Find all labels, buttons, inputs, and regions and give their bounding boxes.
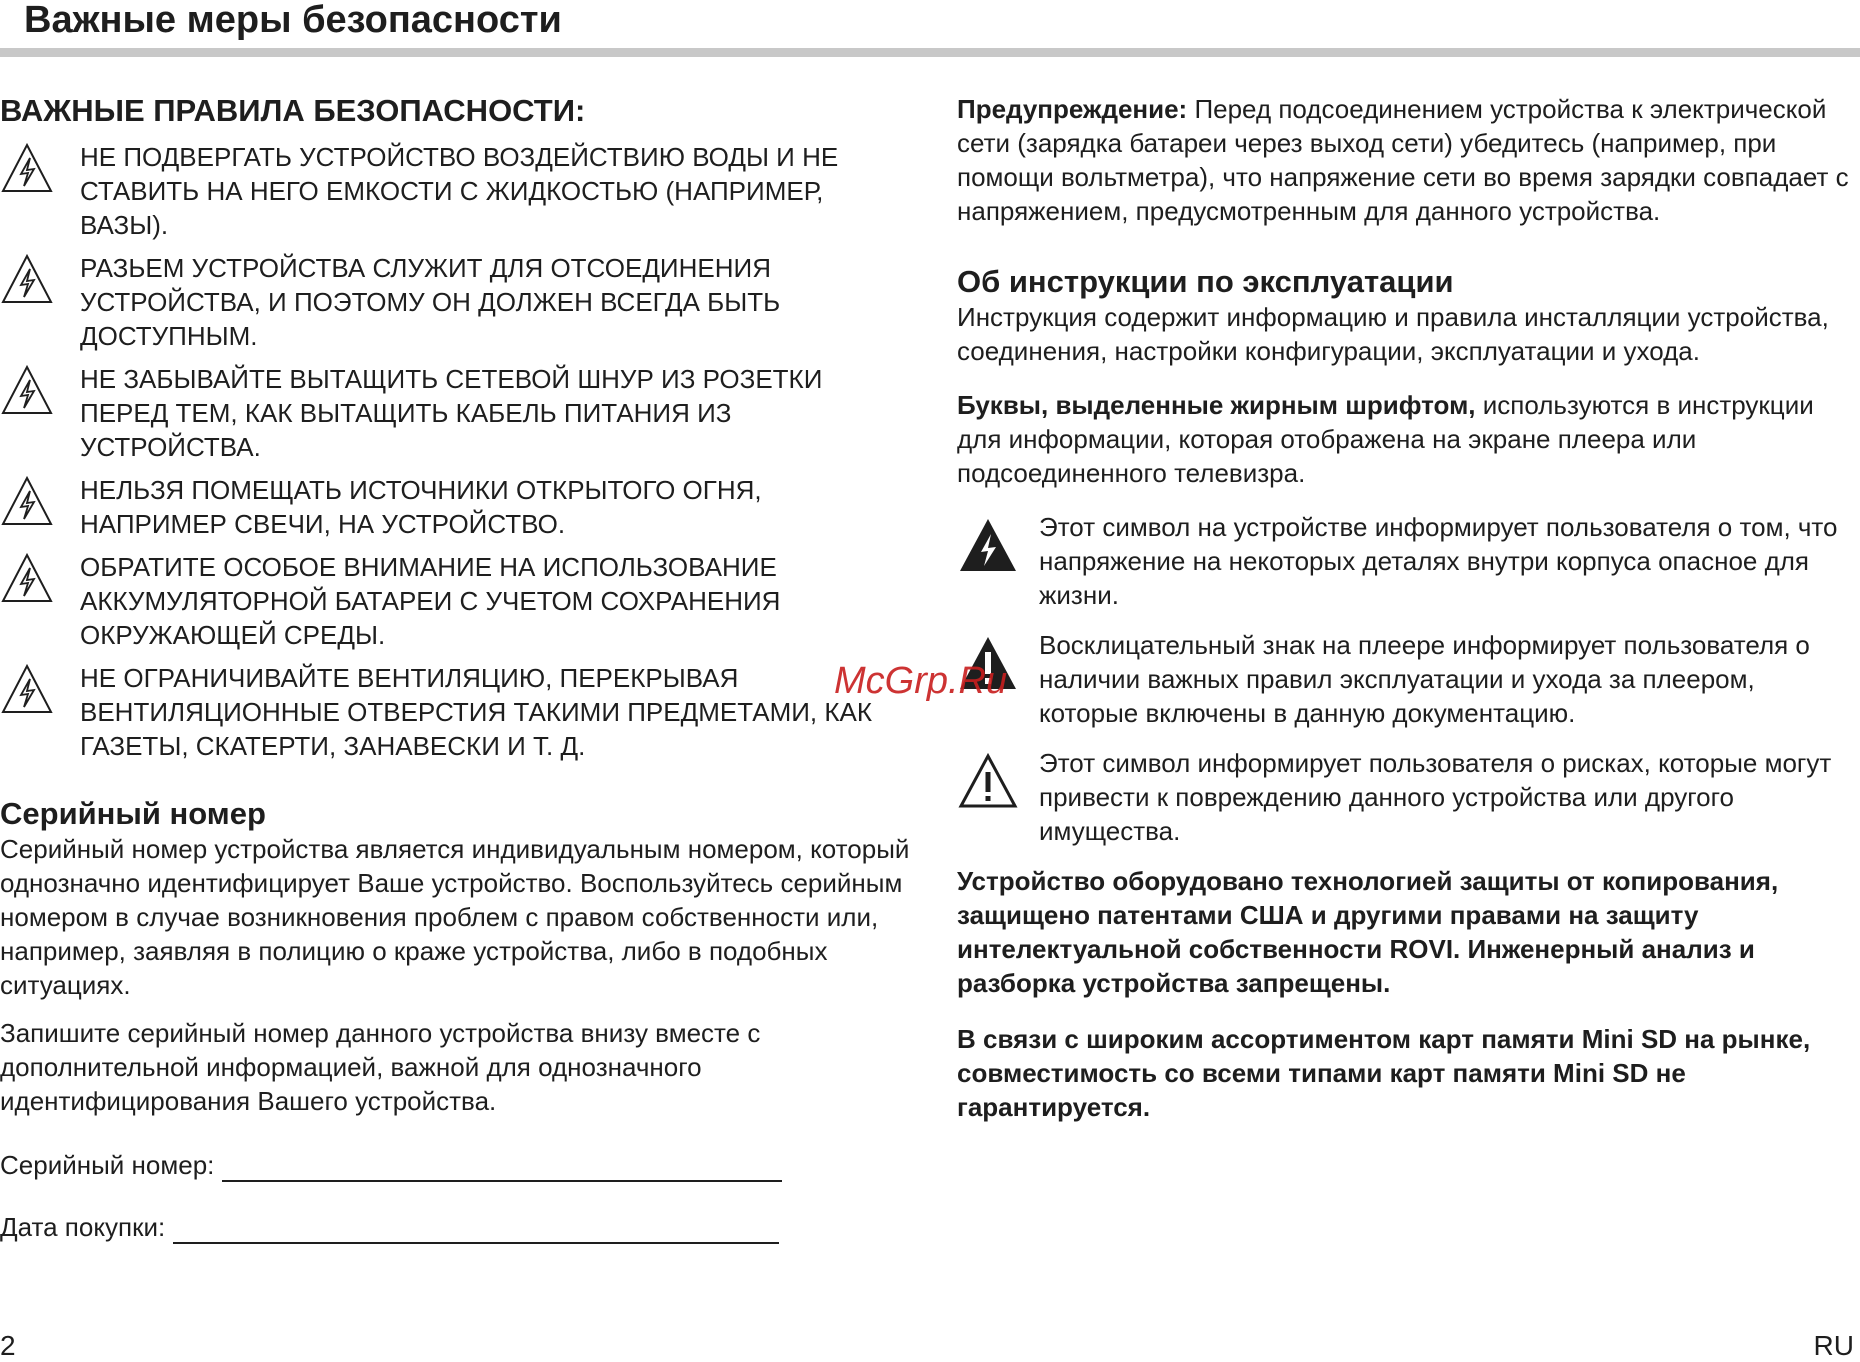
page-number: 2: [0, 1330, 16, 1361]
symbol-item: [957, 510, 1857, 612]
warning-text: РАЗЬЕМ УСТРОЙСТВА СЛУЖИТ ДЛЯ ОТСОЕДИНЕНИЯ УСТРОЙСТВА, И ПОЭТОМУ ОН ДОЛЖЕН ВСЕГДА БЫТЬ ДОСТУПНЫМ.: [80, 253, 781, 351]
manual-paragraph: Инструкция содержит информацию и правила инсталляции устройства, соединения, настройки конфигурации, эксплуатации и ухода.: [957, 302, 1829, 366]
lightning-triangle-icon: [0, 253, 54, 305]
warning-text: НЕ ЗАБЫВАЙТЕ ВЫТАЩИТЬ СЕТЕВОЙ ШНУР ИЗ РОЗЕТКИ ПЕРЕД ТЕМ, КАК ВЫТАЩИТЬ КАБЕЛЬ ПИТАНИЯ ИЗ УСТРОЙСТВА.: [80, 364, 823, 462]
bold-info-text: используются в инструкции для информации, которая отображена на экране плеера или подсоединенного телевизра.: [957, 390, 1814, 488]
lightning-triangle-icon: [0, 663, 54, 715]
minisd-paragraph: В связи с широким ассортиментом карт памяти Mini SD на рынке, совместимость со всеми типами карт памяти Mini SD не гарантируется.: [957, 1024, 1811, 1122]
lightning-triangle-icon: [0, 552, 54, 604]
right-column: [957, 92, 1857, 1124]
warning-text: ОБРАТИТЕ ОСОБОЕ ВНИМАНИЕ НА ИСПОЛЬЗОВАНИЕ АККУМУЛЯТОРНОЙ БАТАРЕИ С УЧЕТОМ СОХРАНЕНИЯ ОКРУЖАЮЩЕЙ СРЕДЫ.: [80, 552, 781, 650]
header-rule: [0, 48, 1860, 57]
warning-label: Предупреждение:: [957, 94, 1188, 124]
page-header: [0, 0, 1860, 58]
warning-item: [0, 550, 915, 652]
warning-paragraph-text: Перед подсоединением устройства к электрической сети (зарядка батареи через выход сети) убедитесь (например, при помощи вольтметра), что напряжение сети во время зарядки совпадает с напряжением, предусмотренным для данного устройства.: [957, 94, 1849, 226]
left-column: [0, 92, 915, 1244]
serial-number-label: Серийный номер:: [0, 1150, 215, 1180]
lightning-triangle-icon: [0, 364, 54, 416]
lightning-triangle-icon: [0, 142, 54, 194]
serial-paragraph-1: Серийный номер устройства является индивидуальным номером, который однозначно идентифицирует Ваше устройство. Воспользуйтесь серийным номером в случае возникновения проблем с правом собственности или, например, заявляя в полицию о краже устройства, либо в подобных ситуациях.: [0, 834, 910, 1000]
warning-item: [0, 661, 915, 763]
warning-item: [0, 140, 915, 242]
purchase-date-field: [0, 1210, 915, 1244]
safety-heading: ВАЖНЫЕ ПРАВИЛА БЕЗОПАСНОСТИ:: [0, 93, 586, 128]
serial-paragraph-2: Запишите серийный номер данного устройства внизу вместе с дополнительной информацией, важной для однозначного идентифицирования Вашего устройства.: [0, 1018, 761, 1116]
purchase-date-label: Дата покупки:: [0, 1212, 166, 1242]
warning-paragraph: [957, 92, 1857, 228]
symbol-text: Восклицательный знак на плеере информирует пользователя о наличии важных правил эксплуатации и ухода за плеером, которые включены в данную документацию.: [1039, 630, 1810, 728]
page-title: Важные меры безопасности: [24, 0, 562, 41]
symbol-item: [957, 746, 1857, 848]
symbol-text: Этот символ на устройстве информирует пользователя о том, что напряжение на некоторых деталях внутри корпуса опасное для жизни.: [1039, 512, 1838, 610]
serial-heading: Серийный номер: [0, 796, 266, 831]
caution-triangle-icon: [957, 752, 1019, 810]
rovi-paragraph: Устройство оборудовано технологией защиты от копирования, защищено патентами США и другими правами на защиту интелектуальной собственности ROVI. Инженерный анализ и разборка устройства запрещены.: [957, 866, 1779, 998]
warning-text: НЕЛЬЗЯ ПОМЕЩАТЬ ИСТОЧНИКИ ОТКРЫТОГО ОГНЯ, НАПРИМЕР СВЕЧИ, НА УСТРОЙСТВО.: [80, 475, 762, 539]
purchase-date-line: [173, 1216, 779, 1244]
bold-info-paragraph: [957, 388, 1857, 490]
voltage-warning-icon: [957, 516, 1019, 574]
lightning-triangle-icon: [0, 475, 54, 527]
warning-text: НЕ ПОДВЕРГАТЬ УСТРОЙСТВО ВОЗДЕЙСТВИЮ ВОДЫ И НЕ СТАВИТЬ НА НЕГО ЕМКОСТИ С ЖИДКОСТЬЮ (НАПРИМЕР, ВАЗЫ).: [80, 142, 839, 240]
warning-item: [0, 473, 915, 541]
symbol-item: [957, 628, 1857, 730]
serial-number-field: [0, 1148, 915, 1182]
watermark: McGrp.Ru: [834, 660, 1008, 702]
warning-text: НЕ ОГРАНИЧИВАЙТЕ ВЕНТИЛЯЦИЮ, ПЕРЕКРЫВАЯ ВЕНТИЛЯЦИОННЫЕ ОТВЕРСТИЯ ТАКИМИ ПРЕДМЕТАМИ, КАК ГАЗЕТЫ, СКАТЕРТИ, ЗАНАВЕСКИ И Т. Д.: [80, 663, 872, 761]
manual-heading: Об инструкции по эксплуатации: [957, 264, 1454, 299]
warning-item: [0, 362, 915, 464]
warning-item: [0, 251, 915, 353]
serial-number-line: [222, 1154, 782, 1182]
language-code: RU: [1813, 1330, 1854, 1361]
symbol-text: Этот символ информирует пользователя о рисках, которые могут привести к повреждению данного устройства или другого имущества.: [1039, 748, 1832, 846]
bold-info-label: Буквы, выделенные жирным шрифтом,: [957, 390, 1476, 420]
